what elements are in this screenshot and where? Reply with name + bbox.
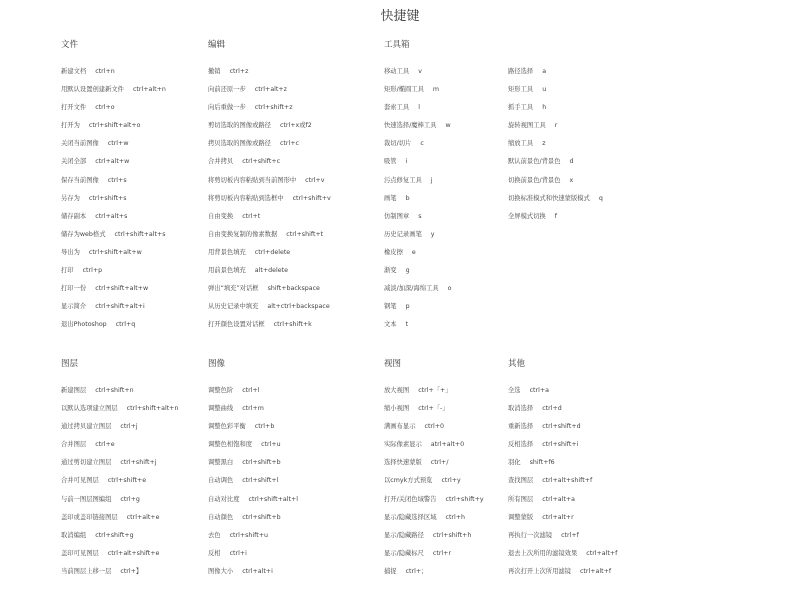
shortcut-key: ctrl+shift+h (432, 531, 472, 539)
shortcut-name: 打开为 (61, 122, 80, 130)
shortcut-name: 退去上次所用的滤镜效果 (508, 549, 578, 557)
shortcut-key: e (411, 248, 416, 256)
shortcut-name: 打开/关闭色域警告 (384, 495, 437, 503)
shortcut-key: ctrl+d (542, 405, 562, 413)
section-heading: 图层 (61, 359, 79, 369)
shortcut-key: f (554, 212, 557, 220)
shortcut-name: 通过剪切建立图层 (61, 459, 112, 467)
section-heading: 工具箱 (384, 40, 410, 50)
shortcut-name: 与前一图层图编组 (61, 495, 112, 503)
shortcut-key: g (405, 267, 410, 275)
shortcut-name: 打印一份 (61, 285, 87, 293)
shortcut-key: ctrl+r (432, 549, 452, 557)
shortcut-item (61, 262, 231, 280)
shortcut-item (208, 81, 378, 99)
shortcut-name: 所有图层 (508, 495, 534, 503)
shortcut-item (61, 400, 234, 418)
shortcut-key: q (598, 194, 603, 202)
shortcut-item (384, 280, 554, 298)
page-title: 快捷键 (380, 9, 420, 24)
shortcut-key: ctrl+shift+t (286, 230, 324, 238)
shortcut-key: ctrl+shift+i (542, 441, 579, 449)
shortcut-key: l (418, 104, 420, 112)
shortcut-key: h (542, 104, 547, 112)
shortcut-item (61, 81, 231, 99)
shortcut-key: ctrl+t (242, 212, 261, 220)
shortcut-item (208, 63, 378, 81)
shortcut-key: ctrl+i (229, 549, 247, 557)
shortcut-key: ctrl+shift+j (120, 459, 157, 467)
shortcut-item (208, 298, 378, 316)
shortcut-key: ctrl+shift+alt+i (95, 303, 145, 311)
shortcut-key: ctrl+shift+n (95, 387, 134, 394)
shortcut-item (208, 563, 378, 581)
shortcut-name: 向前还原一步 (208, 86, 246, 94)
shortcut-item (508, 81, 678, 99)
shortcut-name: 新建图层 (61, 387, 87, 394)
shortcut-key: ctrl+y (441, 477, 461, 485)
shortcut-name: 切换前景色/背景色 (508, 176, 561, 184)
shortcut-name: 以默认选项建立图层 (61, 405, 118, 413)
shortcut-key: ctrl+g (120, 495, 140, 503)
shortcut-item (208, 509, 378, 527)
shortcut-key: ctrl+shift+e (107, 477, 147, 485)
shortcut-key: ctrl+delete (254, 248, 291, 256)
shortcut-name: 反相选择 (508, 441, 534, 449)
shortcut-item (208, 418, 378, 436)
shortcut-list (508, 382, 678, 581)
shortcut-key: ctrl+h (445, 513, 466, 521)
shortcut-name: 显示简介 (61, 303, 87, 311)
shortcut-item (61, 527, 231, 545)
shortcut-key: shift+f6 (529, 459, 555, 467)
shortcut-item (208, 190, 378, 208)
layer-section (61, 357, 234, 581)
shortcut-name: 再执行一次滤镜 (508, 531, 553, 539)
shortcut-list (208, 63, 378, 334)
shortcut-item (61, 454, 234, 472)
shortcut-name: 羽化 (508, 459, 521, 467)
shortcut-name: 通过拷贝建立图层 (61, 423, 112, 431)
shortcut-key: atrl+alt+0 (430, 441, 465, 449)
shortcut-item (384, 316, 554, 334)
shortcut-name: 储存为web格式 (61, 230, 106, 238)
shortcut-item (61, 491, 231, 509)
shortcut-key: ctrl+shift+v (292, 194, 331, 202)
shortcut-item (61, 280, 231, 298)
shortcut-item (208, 436, 378, 454)
shortcut-key: ctrl+「-」 (418, 405, 449, 413)
shortcut-item (508, 172, 678, 190)
shortcut-item (61, 418, 231, 436)
shortcut-name: 文本 (384, 321, 397, 329)
shortcut-name: 用默认设置创建新文件 (61, 86, 124, 94)
shortcut-item (508, 454, 678, 472)
shortcut-name: 去色 (208, 531, 221, 539)
shortcut-name: 再次打开上次所用滤镜 (508, 567, 571, 575)
shortcut-key: ctrl+o (95, 104, 115, 112)
shortcut-key: ctrl+alt+w (95, 158, 130, 166)
shortcut-key: ctrl+x或f2 (279, 122, 312, 130)
shortcut-item (508, 153, 678, 171)
shortcut-key: ctrl+； (405, 567, 428, 575)
shortcut-key: j (430, 176, 433, 184)
shortcut-name: 裁切/切片 (384, 140, 412, 148)
shortcut-name: 取消选择 (508, 405, 534, 413)
shortcut-name: 画笔 (384, 194, 397, 202)
shortcut-key: ctrl+s (107, 176, 127, 184)
shortcut-item (61, 208, 234, 226)
shortcut-item (208, 226, 378, 244)
shortcut-name: 取消编组 (61, 531, 87, 539)
shortcut-item (384, 244, 554, 262)
section-heading: 其他 (508, 359, 526, 369)
shortcut-name: 合并可见图层 (61, 477, 99, 485)
shortcut-key: ctrl+m (242, 405, 264, 413)
shortcut-item (508, 400, 678, 418)
shortcut-name: 缩小视图 (384, 405, 410, 413)
shortcut-key: p (405, 303, 410, 311)
shortcut-name: 渐变 (384, 267, 397, 275)
shortcut-key: alt+delete (254, 267, 288, 275)
shortcut-item (508, 135, 678, 153)
shortcut-name: 矩形工具 (508, 86, 534, 94)
shortcut-item (61, 472, 234, 490)
shortcut-item (208, 262, 378, 280)
shortcut-key: ctrl+p (82, 267, 103, 275)
shortcut-key: ctrl+0 (424, 423, 445, 431)
shortcut-key: ctrl+alt+n (132, 86, 166, 94)
shortcut-name: 合并拷贝 (208, 158, 234, 166)
shortcut-name: 显示/隐藏选择区域 (384, 513, 437, 521)
shortcut-name: 吸管 (384, 158, 397, 166)
shortcut-item (61, 135, 231, 153)
shortcut-name: 调整色阶 (208, 387, 234, 394)
shortcut-name: 另存为 (61, 194, 80, 202)
shortcut-key: ctrl+shift+k (273, 321, 312, 329)
shortcut-name: 移动工具 (384, 68, 410, 75)
shortcut-item (384, 226, 554, 244)
shortcut-name: 调整曲线 (208, 405, 234, 413)
shortcut-name: 将剪切板内容粘贴到当前图形中 (208, 176, 297, 184)
shortcut-name: 调整黑白 (208, 459, 234, 467)
shortcut-item (508, 63, 678, 81)
shortcut-key: ctrl+/ (430, 459, 449, 467)
shortcut-key: ctrl+shift+b (242, 459, 281, 467)
shortcut-key: ctrl+shift+s (88, 194, 127, 202)
shortcut-key: c (420, 140, 424, 148)
shortcut-name: 撤销 (208, 68, 221, 75)
shortcut-name: 放大视图 (384, 387, 410, 394)
shortcut-name: 套索工具 (384, 104, 410, 112)
shortcut-item (508, 190, 678, 208)
shortcut-item (61, 545, 231, 563)
section-heading: 图像 (208, 359, 226, 369)
shortcut-name: 路径选择 (508, 68, 534, 75)
shortcut-key: ctrl+f (561, 531, 579, 539)
shortcut-name: 实际像素显示 (384, 441, 422, 449)
shortcut-item (61, 190, 231, 208)
shortcut-key: ctrl+alt+a (542, 495, 575, 503)
shortcut-key: shift+backspace (267, 285, 320, 293)
shortcut-item (61, 298, 231, 316)
shortcut-key: ctrl+c (279, 140, 299, 148)
shortcut-name: 用背景色填充 (208, 248, 246, 256)
shortcut-name: 调整色彩平衡 (208, 423, 246, 431)
shortcut-name: 关闭全部 (61, 158, 87, 166)
section-heading: 视图 (384, 359, 402, 369)
shortcut-item (208, 99, 378, 117)
shortcut-key: ctrl+alt+i (242, 567, 273, 575)
shortcut-key: t (405, 321, 409, 329)
shortcut-key: ctrl+shift+g (95, 531, 134, 539)
shortcut-key: ctrl+z (229, 68, 249, 75)
shortcut-name: 历史记录画笔 (384, 230, 422, 238)
shortcut-name: 自动颜色 (208, 513, 234, 521)
shortcut-item (208, 244, 378, 262)
shortcut-key: ctrl+e (95, 441, 115, 449)
shortcut-key: ctrl+w (107, 140, 129, 148)
shortcut-name: 查找图层 (508, 477, 534, 485)
shortcut-list (508, 63, 678, 226)
shortcut-item (508, 418, 678, 436)
shortcut-name: 抓手工具 (508, 104, 534, 112)
shortcut-key: ctrl+shift+l (242, 477, 279, 485)
shortcut-key: ctrl+shift+z (254, 104, 293, 112)
shortcut-name: 反相 (208, 549, 221, 557)
shortcut-item (208, 472, 378, 490)
shortcut-name: 自由变换复制的像素数据 (208, 230, 278, 238)
shortcut-key: r (554, 122, 558, 130)
shortcut-name: 旋转视图工具 (508, 122, 546, 130)
shortcut-name: 新建文档 (61, 68, 87, 75)
shortcut-name: 缩放工具 (508, 140, 534, 148)
shortcut-name: 图像大小 (208, 567, 234, 575)
shortcut-key: ctrl+n (95, 68, 115, 75)
shortcut-item (61, 63, 231, 81)
shortcut-name: 满画布显示 (384, 423, 416, 431)
shortcut-key: ctrl+b (254, 423, 275, 431)
shortcut-name: 快速选择/魔棒工具 (384, 122, 437, 130)
shortcut-item (61, 117, 231, 135)
shortcut-key: d (569, 158, 574, 166)
shortcut-key: ctrl+shift+c (242, 158, 281, 166)
image-section (208, 357, 378, 581)
shortcut-item (61, 244, 231, 262)
shortcut-item (61, 226, 231, 244)
shortcut-key: ctrl+l (242, 387, 260, 394)
section-heading: 文件 (61, 40, 79, 50)
shortcut-name: 全选 (508, 387, 521, 394)
shortcut-key: x (569, 176, 574, 184)
other-section (508, 357, 678, 581)
shortcut-name: 调整色相饱和度 (208, 441, 253, 449)
shortcut-key: ctrl+shift+alt+o (88, 122, 141, 130)
shortcut-item (208, 454, 378, 472)
shortcut-name: 剪切选取的图像或路径 (208, 122, 271, 130)
shortcut-key: z (542, 140, 546, 148)
shortcut-key: w (445, 122, 451, 130)
shortcut-key: o (447, 285, 452, 293)
shortcut-item (508, 208, 678, 226)
shortcut-key: ctrl+shift+u (229, 531, 269, 539)
shortcut-item (384, 262, 554, 280)
shortcut-name: 减淡/加深/海绵工具 (384, 285, 439, 293)
shortcut-name: 仿制图章 (384, 212, 410, 220)
shortcut-key: ctrl+】 (120, 567, 143, 575)
shortcut-name: 向后重做一步 (208, 104, 246, 112)
shortcut-item (61, 153, 234, 171)
shortcut-key: ctrl+alt+s (95, 212, 128, 220)
shortcut-key: ctrl+a (529, 387, 549, 394)
shortcut-key: ctrl+shift+alt+s (114, 230, 166, 238)
edit-section (208, 38, 378, 334)
shortcut-name: 弹出“填充”对话框 (208, 285, 259, 293)
shortcut-key: y (430, 230, 435, 238)
shortcut-item (508, 527, 678, 545)
shortcut-item (508, 491, 678, 509)
shortcut-name: 打开文件 (61, 104, 87, 112)
shortcut-key: ctrl+shift+alt+l (248, 495, 299, 503)
shortcut-item (508, 563, 678, 581)
shortcut-name: 从历史记录中填充 (208, 303, 259, 311)
shortcut-name: 选择快速蒙版 (384, 459, 422, 467)
shortcut-item (208, 316, 378, 334)
shortcut-name: 盖印可见图层 (61, 549, 99, 557)
shortcut-item (61, 509, 234, 527)
shortcut-name: 捕捉 (384, 567, 397, 575)
shortcut-key: ctrl+alt+shift+f (542, 477, 593, 485)
shortcut-item (208, 400, 378, 418)
shortcut-item (61, 382, 234, 400)
shortcut-item (508, 436, 678, 454)
shortcut-key: ctrl+q (115, 321, 136, 329)
shortcut-key: ctrl+shift+d (542, 423, 581, 431)
shortcut-item (508, 545, 678, 563)
shortcut-name: 退出Photoshop (61, 321, 107, 329)
shortcut-key: alt+ctrl+backspace (267, 303, 330, 311)
shortcut-name: 以cmyk方式预览 (384, 477, 433, 485)
shortcut-key: b (405, 194, 410, 202)
shortcut-item (508, 472, 678, 490)
shortcut-key: ctrl+「+」 (418, 387, 452, 394)
shortcut-item (208, 280, 378, 298)
shortcut-name: 当前图层上移一层 (61, 567, 112, 575)
shortcut-item (61, 172, 231, 190)
shortcut-key: ctrl+j (120, 423, 138, 431)
shortcut-key: ctrl+alt+f (579, 567, 612, 575)
shortcut-name: 自由变换 (208, 212, 234, 220)
shortcut-list (61, 382, 234, 581)
shortcut-name: 关闭当前图像 (61, 140, 99, 148)
shortcut-item (508, 509, 678, 527)
shortcut-item (208, 382, 378, 400)
shortcut-name: 矩形/椭圆工具 (384, 86, 424, 94)
shortcut-name: 切换标准模式和快速蒙版模式 (508, 194, 590, 202)
shortcut-key: ctrl+shift+alt+n (126, 405, 179, 413)
shortcut-name: 默认前景色/背景色 (508, 158, 561, 166)
shortcut-item (61, 436, 231, 454)
shortcut-key: ctrl+alt+r (542, 513, 574, 521)
shortcut-key: s (418, 212, 422, 220)
shortcut-name: 钢笔 (384, 303, 397, 311)
shortcut-key: ctrl+alt+e (126, 513, 160, 521)
shortcut-item (508, 382, 678, 400)
shortcut-name: 自动对比度 (208, 495, 240, 503)
shortcut-key: u (542, 86, 547, 94)
shortcut-name: 自动调色 (208, 477, 234, 485)
shortcut-name: 合并图层 (61, 441, 87, 449)
shortcut-list (208, 382, 378, 581)
shortcut-key: i (405, 158, 408, 166)
shortcut-name: 显示/隐藏路径 (384, 531, 424, 539)
shortcut-name: 全屏模式切换 (508, 212, 546, 220)
shortcut-key: ctrl+u (261, 441, 281, 449)
shortcut-item (61, 99, 231, 117)
shortcut-name: 将剪切板内容粘贴到选框中 (208, 194, 284, 202)
shortcut-key: ctrl+shift+b (242, 513, 281, 521)
shortcut-item (208, 208, 378, 226)
shortcut-item (208, 172, 378, 190)
shortcut-name: 导出为 (61, 248, 80, 256)
shortcut-name: 拷贝选取的图像或路径 (208, 140, 271, 148)
shortcut-name: 重新选择 (508, 423, 534, 431)
shortcut-name: 保存当前图像 (61, 176, 99, 184)
shortcut-name: 用前景色填充 (208, 267, 246, 275)
shortcut-name: 显示/隐藏标尺 (384, 549, 424, 557)
shortcut-name: 打开颜色设置对话框 (208, 321, 265, 329)
section-heading (508, 38, 678, 52)
shortcut-key: ctrl+alt+shift+e (107, 549, 160, 557)
shortcut-item (508, 99, 678, 117)
shortcut-key: m (432, 86, 440, 94)
tools-section-continued (508, 38, 678, 226)
shortcut-item (208, 117, 378, 135)
shortcut-name: 橡皮擦 (384, 248, 403, 256)
shortcut-key: v (418, 68, 422, 75)
shortcut-name: 污点修复工具 (384, 176, 422, 184)
shortcut-name: 调整蒙版 (508, 513, 534, 521)
shortcut-key: ctrl+alt+z (254, 86, 287, 94)
shortcut-key: ctrl+shift+alt+w (88, 248, 142, 256)
shortcut-item (61, 316, 231, 334)
shortcut-item (384, 298, 554, 316)
section-heading: 编辑 (208, 40, 226, 50)
shortcut-name: 打印 (61, 267, 74, 275)
shortcut-name: 盖印或盖印链接图层 (61, 513, 118, 521)
shortcut-key: ctrl+shift+alt+w (95, 285, 149, 293)
shortcut-key: ctrl+shift+y (445, 495, 484, 503)
shortcut-item (208, 153, 378, 171)
shortcut-item (208, 135, 378, 153)
shortcut-item (61, 563, 234, 581)
shortcut-item (208, 545, 378, 563)
shortcut-item (508, 117, 678, 135)
shortcut-item (208, 527, 378, 545)
shortcut-key: a (542, 68, 547, 75)
shortcut-item (208, 491, 378, 509)
shortcut-key: ctrl+v (305, 176, 325, 184)
shortcut-name: 储存副本 (61, 212, 87, 220)
shortcut-key: ctrl+alt+f (586, 549, 618, 557)
